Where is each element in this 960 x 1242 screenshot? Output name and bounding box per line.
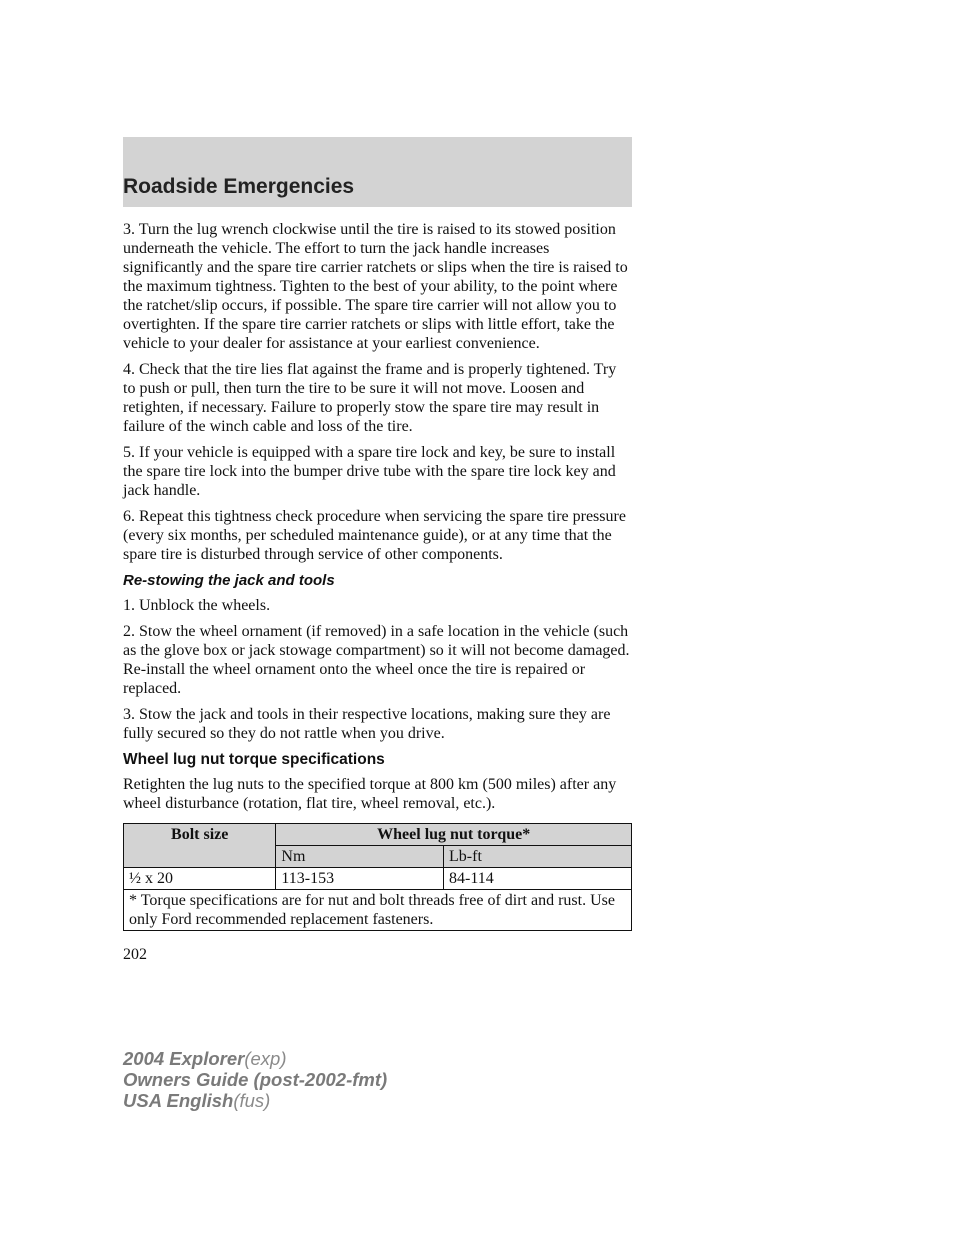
unit-nm: Nm xyxy=(276,846,444,868)
table-note-row xyxy=(124,890,632,931)
paragraph-step-3: 3. Turn the lug wrench clockwise until the tire is raised to its stowed position underneath the vehicle. The effort to turn the jack handle increases significantly and the spare tire carrier ratchets or slips when the tire is raised to the maximum tightness. Tighten to the best of your ability, to the point where the ratchet/slip occurs, if possible. The spare tire carrier will not allow you to overtighten. If the spare tire carrier ratchets or slips with little effort, take the vehicle to your dealer for assistance at your earliest convenience. xyxy=(123,221,628,352)
footer-model: 2004 Explorer xyxy=(123,1048,245,1069)
footer-language: USA English xyxy=(123,1090,234,1111)
table-row xyxy=(124,868,632,890)
page-number: 202 xyxy=(123,946,147,963)
col-header-torque: Wheel lug nut torque* xyxy=(276,824,632,846)
cell-bolt: ½ x 20 xyxy=(124,868,276,890)
table-header-row xyxy=(124,824,632,846)
cell-lbft: 84-114 xyxy=(444,868,632,890)
page-content xyxy=(123,220,632,964)
footer-guide: Owners Guide (post-2002-fmt) xyxy=(123,1069,388,1090)
unit-lbft: Lb-ft xyxy=(444,846,632,868)
footer-model-code: (exp) xyxy=(244,1048,287,1069)
col-header-bolt-size: Bolt size xyxy=(124,824,276,868)
footer-line-2 xyxy=(123,1069,387,1090)
cell-nm: 113-153 xyxy=(276,868,444,890)
paragraph-step-4: 4. Check that the tire lies flat against the frame and is properly tightened. Try to push or pull, then turn the tire to be sure it will not move. Loosen and retighten, if necessary. Failure to properly stow the spare tire may result in failure of the winch cable and loss of the tire. xyxy=(123,361,617,435)
section-title: Roadside Emergencies xyxy=(123,175,355,198)
document-footer xyxy=(123,1048,387,1111)
torque-table xyxy=(123,823,632,931)
restow-step-2: 2. Stow the wheel ornament (if removed) in a safe location in the vehicle (such as the glove box or jack stowage compartment) so it will not become damaged. Re-install the wheel ornament onto the wheel once the tire is repaired or replaced. xyxy=(123,623,630,697)
paragraph-step-6: 6. Repeat this tightness check procedure when servicing the spare tire pressure (every six months, per scheduled maintenance guide), or at any time that the spare tire is disturbed through service of other components. xyxy=(123,508,626,563)
restow-heading: Re-stowing the jack and tools xyxy=(123,572,335,589)
paragraph-step-5: 5. If your vehicle is equipped with a spare tire lock and key, be sure to install the spare tire lock into the bumper drive tube with the spare tire lock key and jack handle. xyxy=(123,444,616,499)
footer-line-3 xyxy=(123,1090,387,1111)
footer-language-code: (fus) xyxy=(233,1090,271,1111)
footer-line-1 xyxy=(123,1048,387,1069)
restow-step-1: 1. Unblock the wheels. xyxy=(123,597,271,614)
torque-intro: Retighten the lug nuts to the specified torque at 800 km (500 miles) after any wheel disturbance (rotation, flat tire, wheel removal, etc.). xyxy=(123,776,617,812)
torque-heading: Wheel lug nut torque specifications xyxy=(123,751,385,768)
table-footnote: * Torque specifications are for nut and bolt threads free of dirt and rust. Use only Ford recommended replacement fasteners. xyxy=(124,890,632,931)
restow-step-3: 3. Stow the jack and tools in their respective locations, making sure they are fully secured so they do not rattle when you drive. xyxy=(123,706,611,742)
section-header-band xyxy=(123,137,632,207)
